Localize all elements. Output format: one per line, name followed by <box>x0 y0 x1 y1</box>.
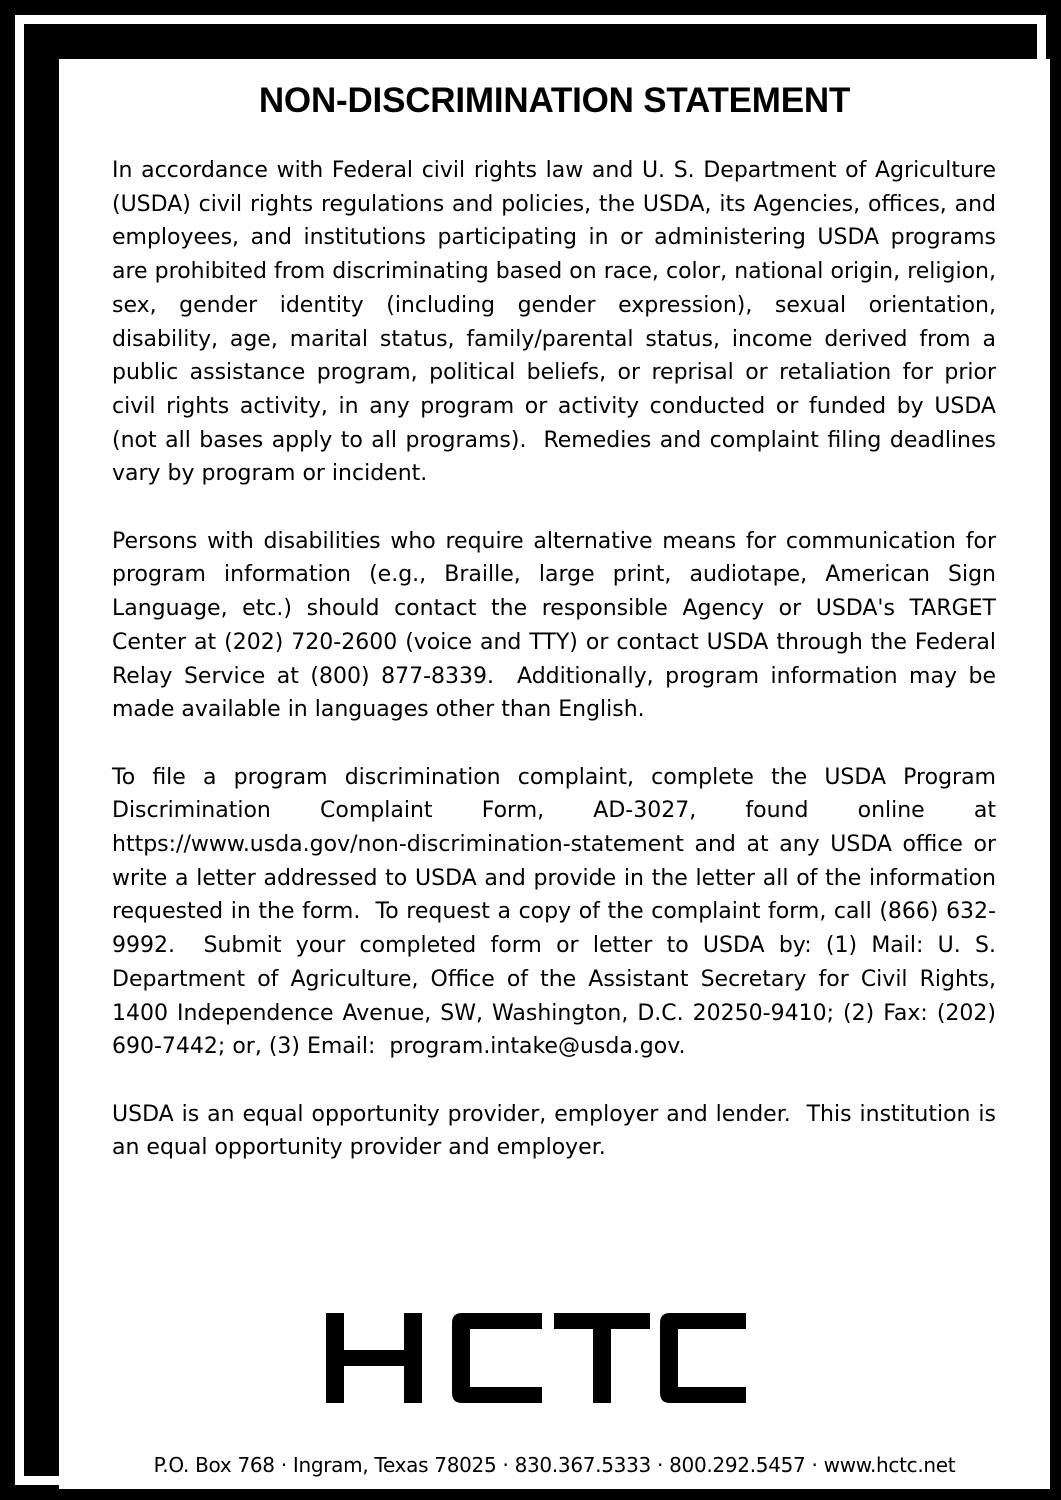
paragraph-disabilities: Persons with disabilities who require alternative means for communication for program information (e.g., Braille, large print, audiotape, American Sign Language, etc.) should contact the responsible Agency or USDA's TARGET Center at (202) 720-2600 (voice and TTY) or contact USDA through the Federal Relay Service at (800) 877-8339. Additionally, program information may be made available in languages other than English. <box>112 528 1003 723</box>
statement-body <box>112 154 1003 1199</box>
paragraph-complaint: To file a program discrimination complaint, complete the USDA Program Discrimination Complaint Form, AD-3027, found online at https://www.usda.gov/non-discrimination-statement and at any USDA office or write a letter addressed to USDA and provide in the letter all of the information requested in the form. To request a copy of the complaint form, call (866) 632-9992. Submit your completed form or letter to USDA by: (1) Mail: U. S. Department of Agriculture, Office of the Assistant Secretary for Civil Rights, 1400 Independence Avenue, SW, Washington, D.C. 20250-9410; (2) Fax: (202) 690-7442; or, (3) Email: program.intake@usda.gov. <box>112 764 1003 1060</box>
notice-content <box>59 59 1050 1489</box>
hctc-logo <box>326 1313 746 1403</box>
page-title: NON-DISCRIMINATION STATEMENT <box>258 81 851 120</box>
inner-border <box>24 24 1037 1476</box>
contact-footer: P.O. Box 768 · Ingram, Texas 78025 · 830.367.5333 · 800.292.5457 · www.hctc.net <box>153 1453 956 1477</box>
paragraph-equal-opportunity: USDA is an equal opportunity provider, employer and lender. This institution is an equal opportunity provider and employer. <box>112 1101 1003 1161</box>
paragraph-civil-rights: In accordance with Federal civil rights law and U. S. Department of Agriculture (USDA) civil rights regulations and policies, the USDA, its Agencies, offices, and employees, and institutions participating in or administering USDA programs are prohibited from discriminating based on race, color, national origin, religion, sex, gender identity (including gender expression), sexual orientation, disability, age, marital status, family/parental status, income derived from a public assistance program, political beliefs, or reprisal or retaliation for prior civil rights activity, in any program or activity conducted or funded by USDA (not all bases apply to all programs). Remedies and complaint filing deadlines vary by program or incident. <box>112 158 1003 487</box>
